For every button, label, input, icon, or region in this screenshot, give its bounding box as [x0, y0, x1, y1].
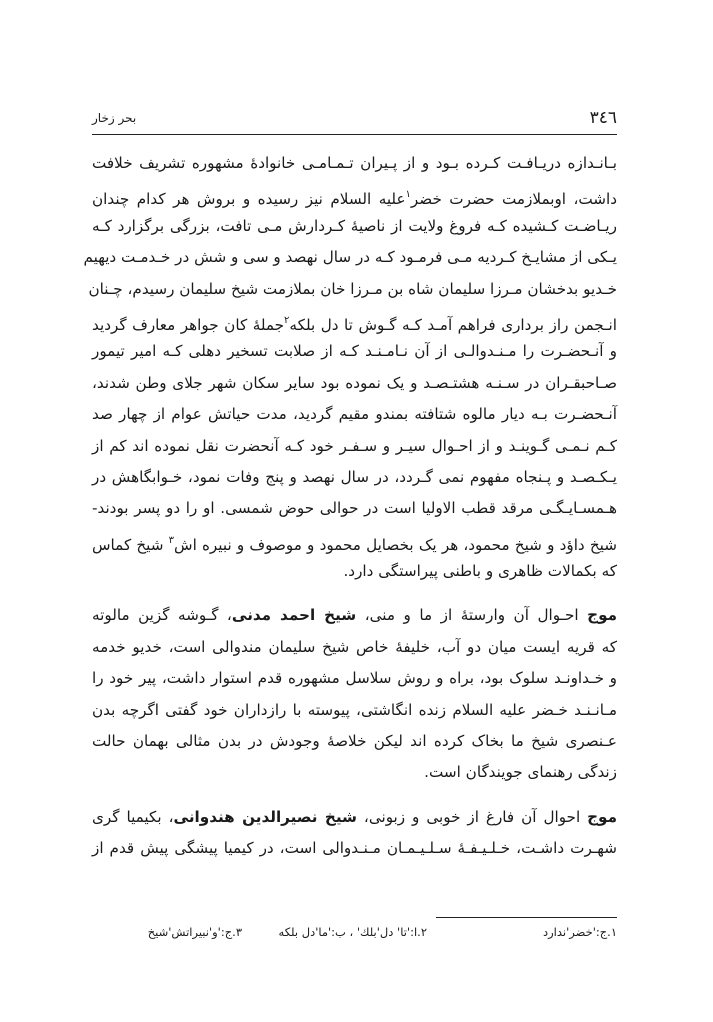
footnote-3: ٣.ج:'و'نبيراتش'شيخ	[147, 925, 242, 939]
footnote-marker: ٣	[168, 534, 175, 546]
bold-text: شیخ نصیرالدین هندوانی	[173, 807, 357, 826]
text-line: شهـرت داشـت، خـلـیـفـهٔ سـلـیـمـان مـنـدوالی است، در کیمیا پیشگی پیش قدم از	[92, 839, 617, 858]
paragraph-3	[92, 802, 617, 865]
page-number: ٣٤٦	[589, 108, 617, 128]
header-rule	[92, 134, 617, 135]
text-run: شیخ کماس	[92, 535, 169, 554]
footnotes	[120, 925, 617, 945]
text-line	[92, 305, 617, 336]
running-title: بحر زخار	[92, 111, 137, 125]
paragraph-1	[83, 148, 618, 587]
footnote-1: ١.ج:'خضر'ندارد	[543, 925, 617, 939]
text-run: داشت، اوبملازمت حضرت خضر	[410, 190, 618, 209]
text-line: و خـداونـد سلوک بود، براه و روش سلاسل مشهوره قدم استوار داشت، پیر خود را	[92, 669, 617, 688]
text-line	[92, 600, 617, 631]
bold-text: موج	[587, 606, 617, 625]
text-line: عـنصری شیخ ما بخاک کرده اند لیکن خلاصهٔ وجودش در بدن مثالی بهمان حالت	[92, 732, 617, 751]
text-run: ، بکیمیا گری	[92, 807, 174, 826]
footnote-marker: ٢	[284, 314, 290, 326]
text-line: یـکی از مشایـخ کـردیه مـی فرمـود کـه در سال نهصد و سی و شش در خـدمـت دیهیم	[83, 248, 617, 267]
text-run: جملهٔ کان جواهر معارف گردید	[92, 315, 285, 334]
text-line	[92, 802, 617, 833]
text-line: صـاحبقـران در سـنـه هشتـصـد و یک نموده بود سایر سکان شهر جلای وطن شدند،	[92, 373, 617, 392]
body-text	[83, 148, 618, 865]
text-line: مـانـنـد خـضر علیه السلام زنده انگاشتی، پیوسته با رازداران خود گفتی اگرچه بدن	[92, 700, 617, 719]
text-line: که قریه ایست میان دو آب، خلیفهٔ خاص شیخ سلیمان مندوالی است، خدیو خدمه	[92, 637, 617, 656]
text-line: آنـحضـرت بـه دیار مالوه شتافته بمندو مقیم گردید، مدت حیاتش عوام از چهار صد	[92, 405, 617, 424]
paragraph-gap	[92, 789, 617, 802]
footnote-marker: ١	[405, 189, 411, 201]
text-line	[92, 179, 617, 210]
text-line: خـدیو بدخشان مـرزا سلیمان شاه بن مـرزا خان بملازمت شیخ سلیمان رسیدم، چـنان	[88, 279, 617, 298]
footnote-2: ٢.ا:'تا' دل'بلك' ، ب:'ما'دل بلكه	[278, 925, 427, 939]
text-run: ، گـوشه گزین مالوته	[92, 606, 232, 625]
text-run: احـوال آن وارستهٔ از ما و منی،	[356, 606, 588, 625]
text-line: هـمسـایـگـی مرقد قطب الاولیا است در حوالی حوض شمسی. او را دو پسر بودند-	[92, 499, 617, 518]
text-run: علیه السلام نیز رسیده و بروش هر کدام چندان	[92, 190, 406, 209]
paragraph-gap	[92, 587, 617, 600]
text-run: احوال آن فارغ از خوبی و زبونی،	[356, 807, 588, 826]
text-run: انـجمن راز برداری فراهم آمـد کـه گـوش تا دل بلکه	[289, 315, 617, 334]
text-line	[92, 525, 617, 556]
text-line: یـکـصـد و پـنجاه مفهوم نمی گـردد، در سال نهصد و پنج وفات نمود، خـوابگاهش در	[92, 467, 617, 486]
footnote-rule	[436, 917, 617, 918]
bold-text: موج	[587, 807, 617, 826]
text-line: و آنـحضـرت را مـنـدوالـی از آن نـامـنـد کـه از صلابت تسخیر دهلی کـه امیر تیمور	[92, 342, 617, 361]
text-line: کـم نـمـی گـوینـد و از احـوال سیـر و سـفـر خود کـه آنحضرت نقل نموده اند کم از	[92, 436, 617, 455]
text-line: زندگی رهنمای جویندگان است.	[424, 763, 617, 782]
text-run: شیخ داؤد و شیخ محمود، هر یک بخصایل محمود و موصوف و نبیره اش	[174, 535, 617, 554]
text-line: ریـاضـت کـشیده کـه فروغ ولایت از ناصیهٔ کـردارش مـی تافت، بزرگی برگزارد کـه	[92, 216, 617, 235]
bold-text: شیخ احمد مدنی	[231, 606, 357, 625]
paragraph-2	[92, 600, 617, 788]
page-header	[92, 108, 617, 130]
text-line: که بکمالات ظاهری و باطنی پیراستگی دارد.	[343, 562, 617, 581]
text-line: بـانـدازه دریـافـت کـرده بـود و از پـیران تـمـامـی خانوادهٔ مشهوره تشریف خلافت	[92, 154, 617, 172]
